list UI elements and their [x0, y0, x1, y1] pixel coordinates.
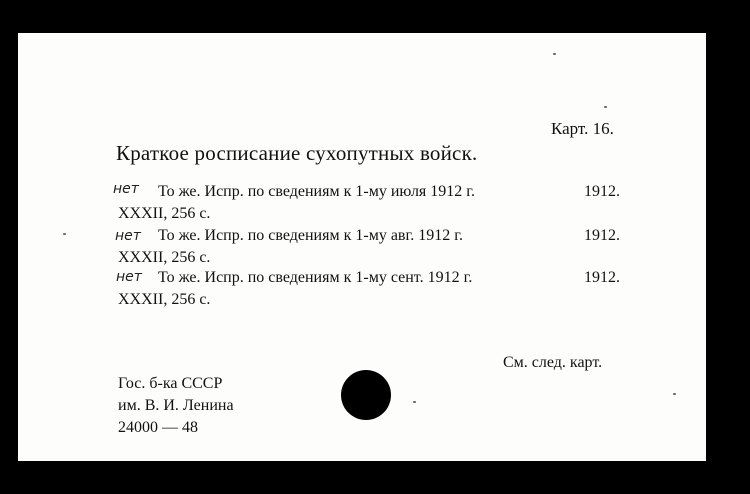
- handwritten-mark: нет: [116, 269, 142, 285]
- speck: [63, 233, 66, 235]
- card-title: Краткое росписание сухопутных войск.: [116, 141, 478, 165]
- entry-volume: XXXII, 256 с.: [118, 205, 211, 222]
- speck: [553, 53, 556, 55]
- handwritten-mark: нет: [115, 228, 141, 244]
- entry-text: То же. Испр. по сведениям к 1-му авг. 1912 г.: [158, 227, 463, 244]
- see-next-card-note: См. след. карт.: [503, 354, 603, 371]
- entry-year: 1912.: [584, 227, 620, 244]
- entry-text: То же. Испр. по сведениям к 1-му сент. 1912 г.: [158, 269, 473, 286]
- catalog-card: [18, 33, 706, 461]
- print-code: 24000 — 48: [118, 419, 198, 436]
- card-number: Карт. 16.: [551, 119, 614, 138]
- entry-year: 1912.: [584, 183, 620, 200]
- entry-text: То же. Испр. по сведениям к 1-му июля 1912 г.: [158, 183, 476, 200]
- library-stamp: [118, 373, 234, 439]
- speck: [413, 401, 416, 403]
- handwritten-mark: нет: [113, 181, 139, 197]
- entry-volume: XXXII, 256 с.: [118, 249, 211, 266]
- library-dedication: им. В. И. Ленина: [118, 397, 234, 414]
- entry-year: 1912.: [584, 269, 620, 286]
- library-name: Гос. б-ка СССР: [118, 375, 223, 392]
- speck: [673, 393, 676, 395]
- speck: [604, 106, 607, 108]
- entry-volume: XXXII, 256 с.: [118, 291, 211, 308]
- punch-hole: [341, 370, 391, 420]
